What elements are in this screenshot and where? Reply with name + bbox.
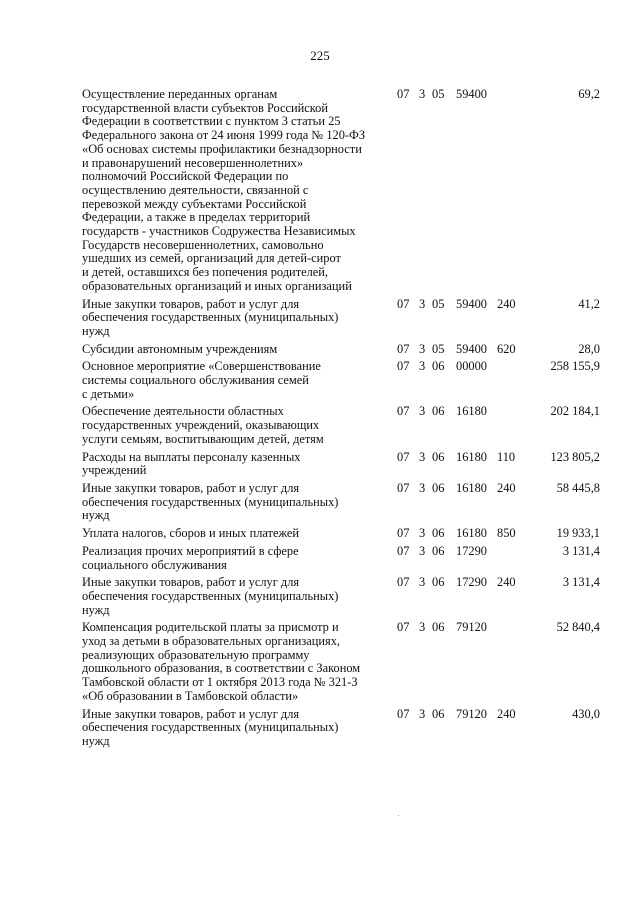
program-code: 3 (419, 296, 426, 311)
section-code: 07 (397, 404, 410, 419)
subprogram-code: 06 (432, 706, 445, 721)
table-row (82, 451, 602, 478)
program-code: 3 (419, 87, 426, 101)
row-amount: 52 840,4 (556, 620, 600, 635)
subprogram-code: 06 (432, 404, 445, 419)
row-codes (397, 405, 496, 419)
row-description: Расходы на выплаты персоналу казенных учреждений (82, 449, 301, 478)
program-code: 3 (419, 449, 426, 464)
row-amount: 3 131,4 (562, 575, 600, 590)
table-row (82, 621, 602, 703)
row-codes (397, 545, 496, 559)
direction-code: 00000 (456, 359, 487, 374)
row-description: Компенсация родительской платы за присмотр и уход за детьми в образовательных организациях, реализующих образовательную программу дошкольного образования, в соответствии с Законом Тамбовской области от 1 октября 2013 года № 321-З «Об образовании в Тамбовской области» (82, 620, 361, 703)
table-row (82, 708, 602, 749)
table-row (82, 545, 602, 572)
subprogram-code: 05 (432, 341, 445, 356)
row-codes (397, 360, 496, 374)
expense-type-code: 110 (497, 449, 516, 464)
subprogram-code: 06 (432, 480, 445, 495)
direction-code: 16180 (456, 480, 487, 495)
subprogram-code: 05 (432, 296, 445, 311)
row-description: Иные закупки товаров, работ и услуг для обеспечения государственных (муниципальных) нужд (82, 706, 339, 748)
direction-code: 59400 (456, 296, 487, 311)
subprogram-code: 06 (432, 449, 445, 464)
expense-type-code: 240 (497, 296, 516, 311)
table-row (82, 360, 602, 401)
table-row (82, 343, 602, 357)
direction-code: 79120 (456, 620, 487, 635)
section-code: 07 (397, 449, 410, 464)
subprogram-code: 06 (432, 526, 445, 541)
row-amount: 41,2 (578, 296, 600, 311)
section-code: 07 (397, 620, 410, 635)
row-description: Иные закупки товаров, работ и услуг для обеспечения государственных (муниципальных) нужд (82, 575, 339, 617)
subprogram-code: 06 (432, 543, 445, 558)
table-row (82, 482, 602, 523)
table-row (82, 405, 602, 446)
row-description: Основное мероприятие «Совершенствование системы социального обслуживания семей с детьми» (82, 359, 321, 401)
direction-code: 16180 (456, 404, 487, 419)
table-row (82, 88, 602, 294)
table-row (82, 576, 602, 617)
row-amount: 430,0 (572, 706, 600, 721)
direction-code: 16180 (456, 449, 487, 464)
row-amount: 69,2 (578, 87, 600, 101)
row-description: Иные закупки товаров, работ и услуг для обеспечения государственных (муниципальных) нужд (82, 296, 339, 338)
row-codes (397, 343, 496, 357)
row-amount: 258 155,9 (550, 359, 600, 374)
row-description: Иные закупки товаров, работ и услуг для обеспечения государственных (муниципальных) нужд (82, 480, 339, 523)
row-codes (397, 298, 496, 312)
subprogram-code: 05 (432, 87, 445, 101)
program-code: 3 (419, 341, 426, 356)
row-amount: 19 933,1 (556, 526, 600, 541)
direction-code: 17290 (456, 543, 487, 558)
expense-type-code: 850 (497, 526, 516, 541)
row-codes (397, 621, 496, 635)
program-code: 3 (419, 359, 426, 374)
program-code: 3 (419, 706, 426, 721)
program-code: 3 (419, 480, 426, 495)
table-row (82, 298, 602, 339)
expense-type-code: 240 (497, 706, 516, 721)
row-description: Осуществление переданных органам государственной власти субъектов Российской Федерации в соответствии с пунктом 3 статьи 25 Федерального закона от 24 июня 1999 года № 120-ФЗ «Об основах системы профилактики безнадзорности и правонарушений несовершеннолетних» полномочий Российской Федерации по осуществлению деятельности, связанной с перевозкой между субъектами Российской Федерации, а также в пределах территорий государств - участников Содружества Независимых Государств несовершеннолетних, самовольно ушедших из семей, организаций для детей-сирот и детей, оставшихся без попечения родителей, образовательных организаций и иных организаций (82, 87, 366, 293)
section-code: 07 (397, 575, 410, 590)
section-code: 07 (397, 480, 410, 495)
row-codes (397, 708, 496, 722)
section-code: 07 (397, 341, 410, 356)
direction-code: 16180 (456, 526, 487, 541)
scan-speck (398, 815, 399, 816)
row-codes (397, 482, 496, 496)
row-description: Реализация прочих мероприятий в сфере социального обслуживания (82, 543, 299, 572)
row-description: Обеспечение деятельности областных государственных учреждений, оказывающих услуги семьям, воспитывающим детей, детям (82, 404, 324, 446)
section-code: 07 (397, 526, 410, 541)
program-code: 3 (419, 575, 426, 590)
program-code: 3 (419, 404, 426, 419)
subprogram-code: 06 (432, 575, 445, 590)
section-code: 07 (397, 543, 410, 558)
budget-table (82, 88, 602, 753)
program-code: 3 (419, 526, 426, 541)
page-number: 225 (310, 48, 330, 63)
row-amount: 123 805,2 (550, 449, 600, 464)
program-code: 3 (419, 543, 426, 558)
expense-type-code: 240 (497, 575, 516, 590)
row-description: Субсидии автономным учреждениям (82, 341, 278, 356)
subprogram-code: 06 (432, 620, 445, 635)
direction-code: 17290 (456, 575, 487, 590)
row-codes (397, 527, 496, 541)
section-code: 07 (397, 296, 410, 311)
row-amount: 58 445,8 (556, 480, 600, 495)
row-amount: 202 184,1 (550, 404, 600, 419)
subprogram-code: 06 (432, 359, 445, 374)
expense-type-code: 240 (497, 480, 516, 495)
row-amount: 3 131,4 (562, 543, 600, 558)
row-amount: 28,0 (578, 341, 600, 356)
direction-code: 59400 (456, 87, 487, 101)
row-description: Уплата налогов, сборов и иных платежей (82, 526, 300, 541)
section-code: 07 (397, 706, 410, 721)
row-codes (397, 88, 496, 102)
expense-type-code: 620 (497, 341, 516, 356)
section-code: 07 (397, 87, 410, 101)
row-codes (397, 451, 496, 465)
row-codes (397, 576, 496, 590)
direction-code: 79120 (456, 706, 487, 721)
section-code: 07 (397, 359, 410, 374)
table-row (82, 527, 602, 541)
program-code: 3 (419, 620, 426, 635)
direction-code: 59400 (456, 341, 487, 356)
